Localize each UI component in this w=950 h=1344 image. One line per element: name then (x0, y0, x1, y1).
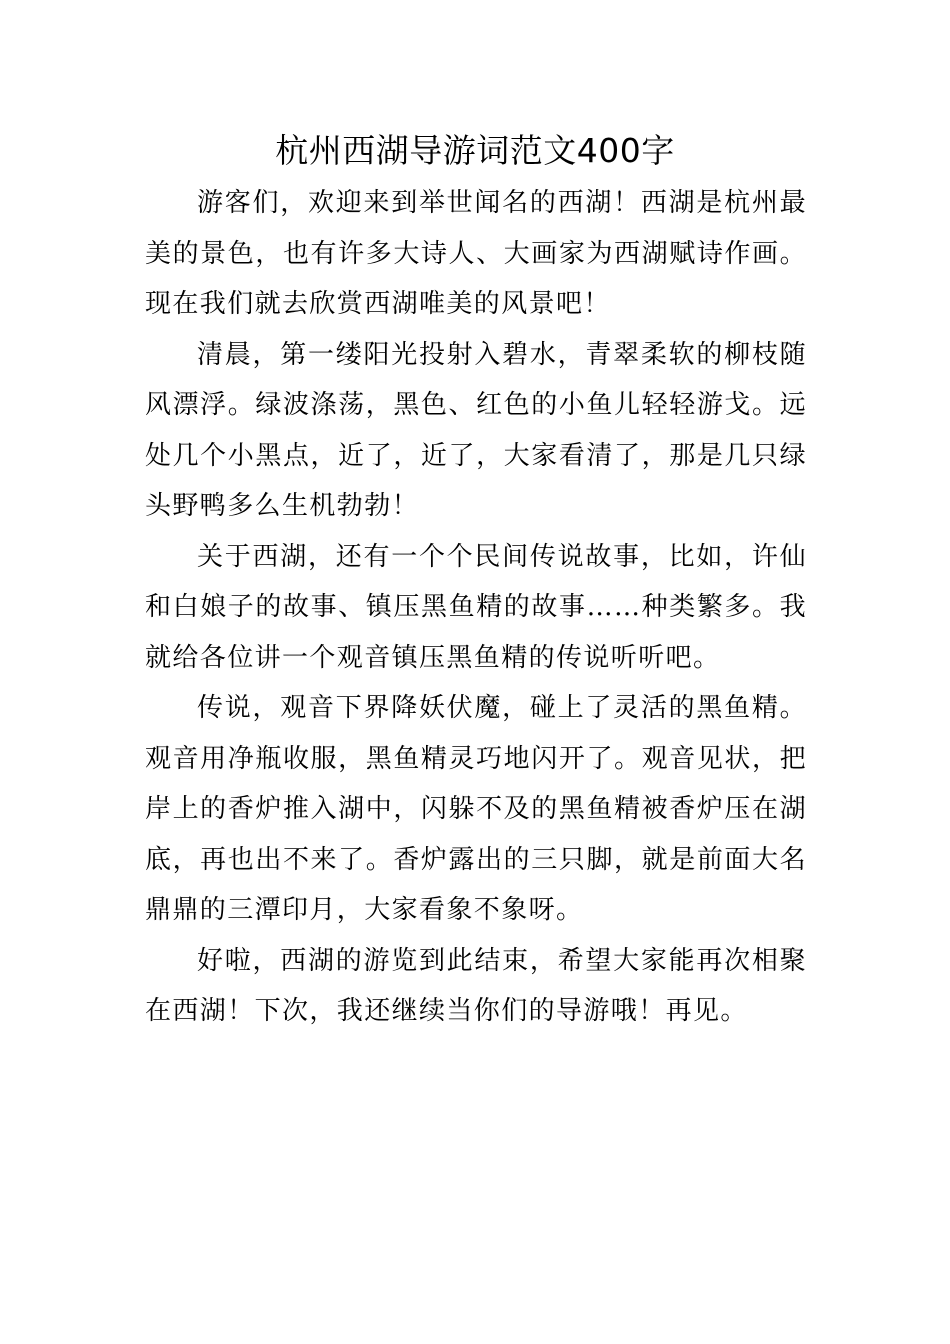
paragraph-5: 好啦，西湖的游览到此结束，希望大家能再次相聚在西湖！下次，我还继续当你们的导游哦！再见。 (145, 945, 807, 1026)
paragraph-4: 传说，观音下界降妖伏魔，碰上了灵活的黑鱼精。观音用净瓶收服，黑鱼精灵巧地闪开了。观音见状，把岸上的香炉推入湖中，闪躲不及的黑鱼精被香炉压在湖底，再也出不来了。香炉露出的三只脚，就是前面大名鼎鼎的三潭印月，大家看象不象呀。 (145, 693, 807, 925)
paragraph-2: 清晨，第一缕阳光投射入碧水，青翠柔软的柳枝随风漂浮。绿波涤荡，黑色、红色的小鱼儿轻轻游戈。远处几个小黑点，近了，近了，大家看清了，那是几只绿头野鸭多么生机勃勃！ (145, 339, 807, 521)
document-title: 杭州西湖导游词范文400字 (275, 131, 675, 170)
paragraph-3: 关于西湖，还有一个个民间传说故事，比如，许仙和白娘子的故事、镇压黑鱼精的故事……种类繁多。我就给各位讲一个观音镇压黑鱼精的传说听听吧。 (145, 541, 807, 673)
paragraph-1: 游客们，欢迎来到举世闻名的西湖！西湖是杭州最美的景色，也有许多大诗人、大画家为西湖赋诗作画。现在我们就去欣赏西湖唯美的风景吧！ (145, 188, 807, 319)
document-body (145, 178, 807, 1037)
